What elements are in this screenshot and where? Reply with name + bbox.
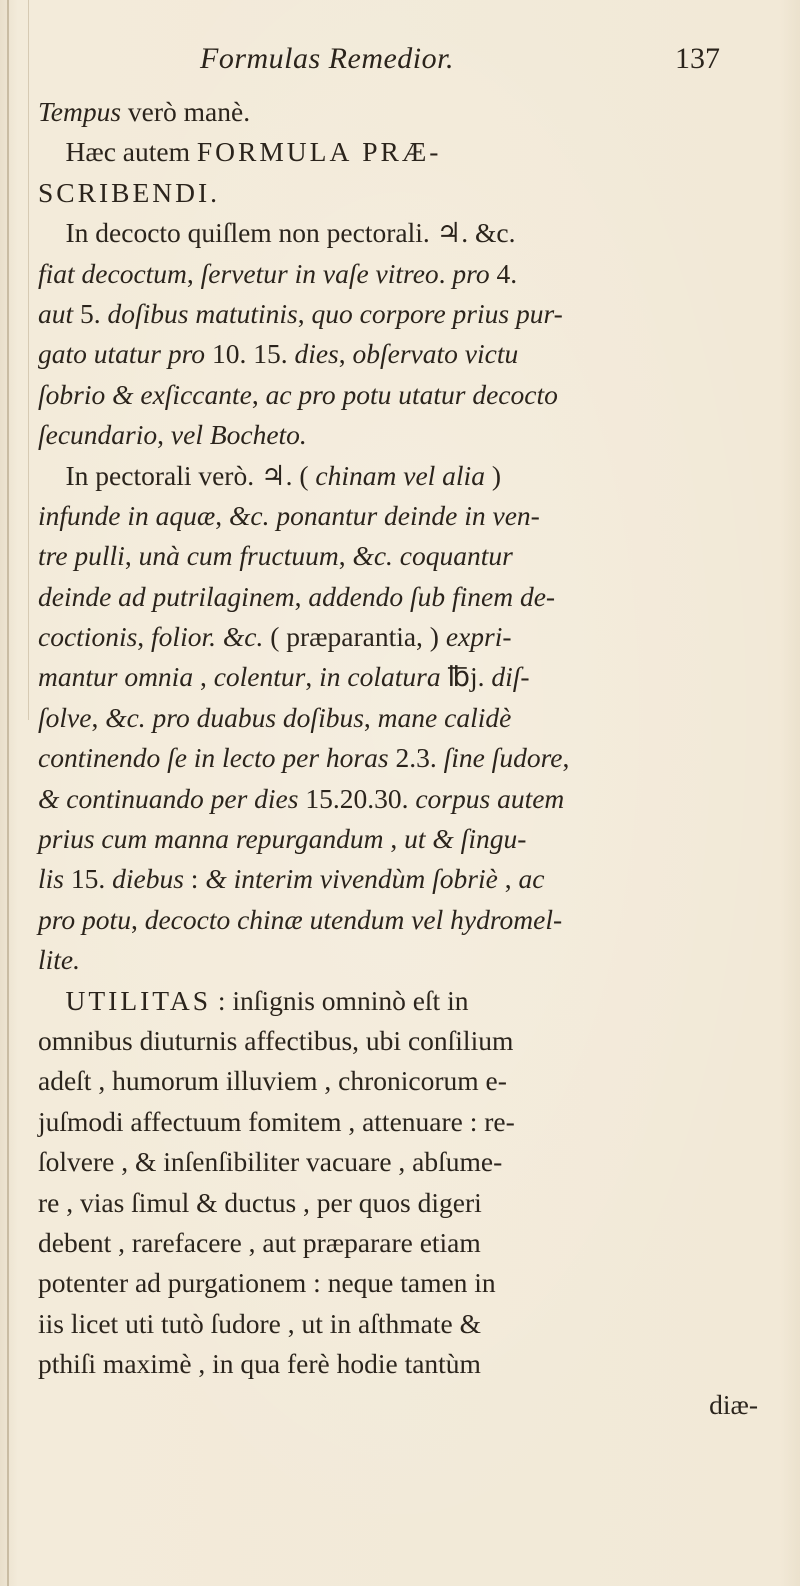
text-line [38,981,778,1021]
text-run: chinam vel alia [315,459,485,491]
text-run: expri- [445,621,512,653]
text-run: , [305,661,320,693]
text-line [38,819,778,859]
text-run [38,985,66,1016]
text-line [38,536,778,576]
text-run: 15.20.30. [298,782,416,814]
text-run: , [383,823,405,855]
text-run: in colatura [319,661,441,693]
text-run: diebus [112,863,184,895]
text-run: , [338,338,353,370]
text-line [38,415,778,455]
text-run: , [297,297,312,329]
text-run: diſ- [491,661,530,693]
text-run: &c. coquantur [352,540,513,572]
text-run: pthiſi maximè , in qua ferè hodie tantùm [38,1348,481,1380]
text-run: &c. pro duabus doſibus [105,701,364,733]
text-run: , [251,378,266,410]
text-line [38,496,778,536]
text-run: SCRIBENDI. [38,176,221,208]
text-run: : [183,863,206,895]
text-run: ſervetur in vaſe vitreo [200,257,439,289]
text-line [38,1183,778,1223]
text-run: decocto chinæ utendum vel hydromel- [144,903,563,935]
text-run: FORMULA PRÆ- [196,136,442,168]
text-line [38,1021,778,1061]
text-line [38,1102,778,1142]
text-run: , [562,742,570,774]
text-run: quo corpore prius pur- [311,297,563,329]
text-run: iis licet uti tutò ſudore , ut in aſthmate & [38,1307,481,1339]
text-run: unà cum fructuum [138,540,339,572]
text-line [38,577,778,617]
text-run: & continuando per dies [38,782,299,814]
binding-edge [7,0,9,1586]
text-run: vel Bocheto. [170,419,307,451]
text-line [38,779,778,819]
text-run: omnibus diuturnis affectibus, ubi conſilium [38,1024,514,1056]
text-line [38,900,778,940]
running-head: Formulas Remedior. [200,42,454,75]
text-line [38,738,778,778]
text-run: , [497,863,519,895]
catchword: diæ- [709,1388,758,1420]
text-run: folior. &c. [151,621,264,653]
text-run: , [193,661,214,693]
text-line [38,1142,778,1182]
text-line [38,92,778,132]
text-run: , [294,580,309,612]
text-line [38,334,778,374]
text-run: ac pro potu utatur decocto [265,378,558,410]
text-run: aut [38,297,74,329]
text-run: , [157,419,171,451]
text-line [38,375,778,415]
text-line [38,1223,778,1263]
text-run: infunde in aquæ [38,499,216,531]
text-line [38,940,778,980]
text-run: dies [294,338,339,370]
text-run: corpus autem [415,782,565,814]
text-run: In pectorali verò. ♃. ( [38,459,316,491]
text-run: 2.3. [388,742,444,774]
text-run: ſine ſudore [443,742,563,774]
text-run: , [91,701,106,733]
text-run: juſmodi affectuum fomitem , attenuare : re- [38,1105,515,1137]
text-line [38,294,778,334]
text-run: , [215,499,229,531]
text-run: ut & ſingu- [404,823,527,855]
text-run: , [124,540,139,572]
text-line [38,456,778,496]
text-run: &c. ponantur deinde in ven- [228,499,540,531]
text-line [38,859,778,899]
text-run: obſervato victu [352,338,519,370]
text-run: potenter ad purgationem : neque tamen in [38,1267,496,1299]
text-run: debent , rarefacere , aut præparare etiam [38,1226,481,1258]
text-run: ſolve [38,701,92,733]
text-run: lite. [38,944,81,976]
text-run: , [137,621,152,653]
text-run: fiat decoctum [38,257,187,289]
text-run: prius cum manna repurgandum [38,823,384,855]
text-line [38,1344,778,1384]
text-run: & interim vivendùm ſobriè [205,863,498,895]
text-run: doſibus matutinis [107,297,298,329]
text-line [38,617,778,657]
text-run: continendo ſe in lecto per horas [38,742,389,774]
text-run: 5. [73,297,108,329]
text-line [38,1263,778,1303]
page-number: 137 [675,42,720,75]
text-run: tre pulli [38,540,125,572]
text-run: , [130,903,145,935]
text-run: mane calidè [377,701,512,733]
text-run: re , vias ſimul & ductus , per quos digeri [38,1186,482,1218]
text-run: 15. [63,863,113,895]
text-run: ℔j. [440,661,492,693]
text-run: ſobrio & exſiccante [38,378,252,410]
text-run: , [338,540,353,572]
text-run: ) [484,459,501,491]
text-line [38,657,778,697]
text-line [38,254,778,294]
text-line [38,173,778,213]
text-line [38,1304,778,1344]
text-run: UTILITAS [65,984,212,1016]
text-run: pro [452,257,490,289]
text-run: ( præparantia, ) [263,621,446,653]
text-run: : inſignis omninò eſt in [211,984,469,1016]
text-run: . [438,257,453,289]
text-run: Tempus [38,96,122,127]
page-header [200,42,720,82]
text-run: pro potu [38,903,131,935]
text-line [38,698,778,738]
binding-shadow [28,0,29,720]
text-run: mantur omnia [38,661,194,693]
text-run: 10. 15. [205,338,295,370]
text-run: , [186,257,201,289]
text-run: gato utatur pro [38,338,206,370]
body-text [38,92,778,1425]
text-run: lis [38,863,64,895]
text-run: deinde ad putrilaginem [38,580,295,612]
text-run: ac [518,863,545,895]
text-run: ſolvere , & inſenſibiliter vacuare , abſume- [38,1146,503,1178]
text-run: coctionis [38,621,138,653]
text-line [38,1061,778,1101]
text-run: adeſt , humorum illuviem , chronicorum e- [38,1065,507,1097]
text-run: In decocto quiſlem non pectorali. ♃. &c. [38,217,516,249]
text-line [38,132,778,172]
text-line [38,213,778,253]
text-run: addendo ſub finem de- [308,580,556,612]
text-run: ſecundario [38,419,158,451]
text-run: 4. [489,257,518,289]
text-run: colentur [213,661,306,693]
text-run: Hæc autem [38,136,197,168]
text-run: , [363,701,378,733]
text-run: verò manè. [121,96,251,127]
